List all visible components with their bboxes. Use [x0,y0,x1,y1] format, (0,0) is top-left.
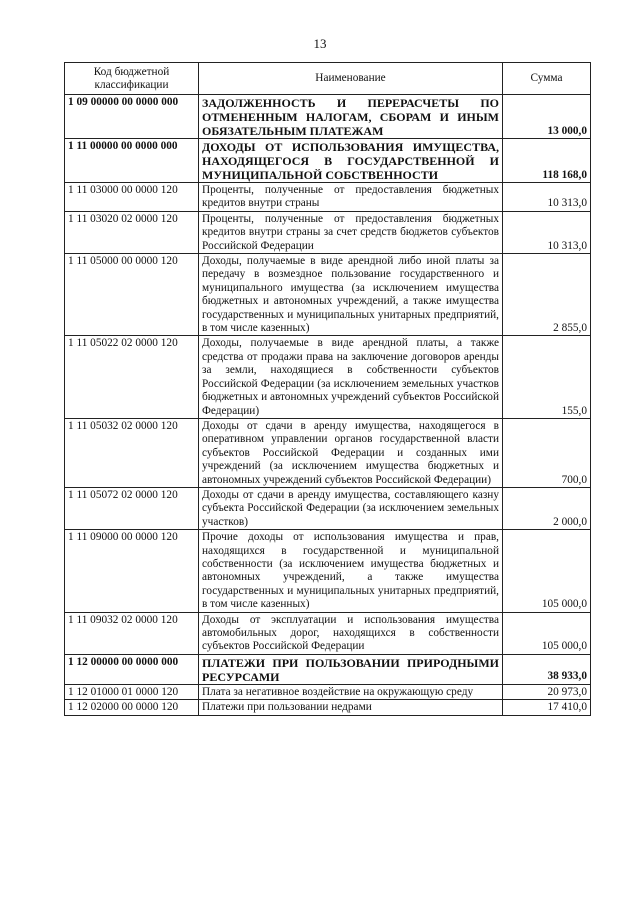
row-sum: 13 000,0 [503,95,591,139]
row-sum: 105 000,0 [503,530,591,612]
table-row [65,684,591,699]
table-row [65,530,591,612]
table-row [65,254,591,336]
row-sum: 700,0 [503,418,591,487]
table-row [65,336,591,418]
table-row [65,418,591,487]
row-name: Доходы от эксплуатации и использования имущества автомобильных дорог, находящихся в собственности субъектов Российской Федерации [199,612,503,654]
table-row [65,211,591,253]
row-code: 1 11 03000 00 0000 120 [65,183,199,212]
header-sum: Сумма [503,63,591,95]
row-sum: 105 000,0 [503,612,591,654]
row-sum: 2 855,0 [503,254,591,336]
row-sum: 20 973,0 [503,684,591,699]
table-row [65,183,591,212]
header-name: Наименование [199,63,503,95]
row-name: ПЛАТЕЖИ ПРИ ПОЛЬЗОВАНИИ ПРИРОДНЫМИ РЕСУРСАМИ [199,654,503,684]
table-header-row [65,63,591,95]
row-name: Доходы, получаемые в виде арендной либо иной платы за передачу в возмездное пользование государственного и муниципального имущества (за исключением имущества бюджетных и автономных учреждений, а также имущества государственных и муниципальных унитарных предприятий, в том числе казенных) [199,254,503,336]
row-code: 1 11 03020 02 0000 120 [65,211,199,253]
row-sum: 17 410,0 [503,700,591,715]
row-name: Плата за негативное воздействие на окружающую среду [199,684,503,699]
row-sum: 10 313,0 [503,211,591,253]
row-code: 1 11 05032 02 0000 120 [65,418,199,487]
row-name: ЗАДОЛЖЕННОСТЬ И ПЕРЕРАСЧЕТЫ ПО ОТМЕНЕННЫМ НАЛОГАМ, СБОРАМ И ИНЫМ ОБЯЗАТЕЛЬНЫМ ПЛАТЕЖАМ [199,95,503,139]
row-sum: 38 933,0 [503,654,591,684]
row-name: Доходы от сдачи в аренду имущества, находящегося в оперативном управлении органов государственной власти субъектов Российской Федерации и созданных ими учреждений (за исключением имущества бюджетных и автономных учреждений субъектов Российской Федерации) [199,418,503,487]
table-row [65,487,591,529]
row-code: 1 11 00000 00 0000 000 [65,139,199,183]
row-name: Доходы, получаемые в виде арендной платы, а также средства от продажи права на заключение договоров аренды за земли, находящиеся в собственности субъектов Российской Федерации (за исключением земельных участков бюджетных и автономных учреждений субъектов Российской Федерации) [199,336,503,418]
table-row [65,654,591,684]
row-code: 1 11 09000 00 0000 120 [65,530,199,612]
row-sum: 10 313,0 [503,183,591,212]
table-row [65,612,591,654]
table-row [65,139,591,183]
row-sum: 118 168,0 [503,139,591,183]
row-code: 1 11 05022 02 0000 120 [65,336,199,418]
table-row [65,95,591,139]
row-name: Проценты, полученные от предоставления бюджетных кредитов внутри страны за счет средств бюджетов субъектов Российской Федерации [199,211,503,253]
row-code: 1 11 05000 00 0000 120 [65,254,199,336]
row-name: Прочие доходы от использования имущества и прав, находящихся в государственной и муниципальной собственности (за исключением имущества бюджетных и автономных учреждений, а также имущества государственных и муниципальных унитарных предприятий, в том числе казенных) [199,530,503,612]
header-code: Код бюджетной классификации [65,63,199,95]
row-code: 1 12 00000 00 0000 000 [65,654,199,684]
row-name: Проценты, полученные от предоставления бюджетных кредитов внутри страны [199,183,503,212]
row-code: 1 12 01000 01 0000 120 [65,684,199,699]
table-row [65,700,591,715]
row-code: 1 12 02000 00 0000 120 [65,700,199,715]
row-code: 1 11 09032 02 0000 120 [65,612,199,654]
row-code: 1 11 05072 02 0000 120 [65,487,199,529]
row-name: ДОХОДЫ ОТ ИСПОЛЬЗОВАНИЯ ИМУЩЕСТВА, НАХОДЯЩЕГОСЯ В ГОСУДАРСТВЕННОЙ И МУНИЦИПАЛЬНОЙ СОБСТВЕННОСТИ [199,139,503,183]
page-number: 13 [313,36,327,51]
row-code: 1 09 00000 00 0000 000 [65,95,199,139]
row-name: Доходы от сдачи в аренду имущества, составляющего казну субъекта Российской Федерации (за исключением земельных участков) [199,487,503,529]
row-sum: 2 000,0 [503,487,591,529]
budget-table [64,62,591,716]
row-sum: 155,0 [503,336,591,418]
row-name: Платежи при пользовании недрами [199,700,503,715]
